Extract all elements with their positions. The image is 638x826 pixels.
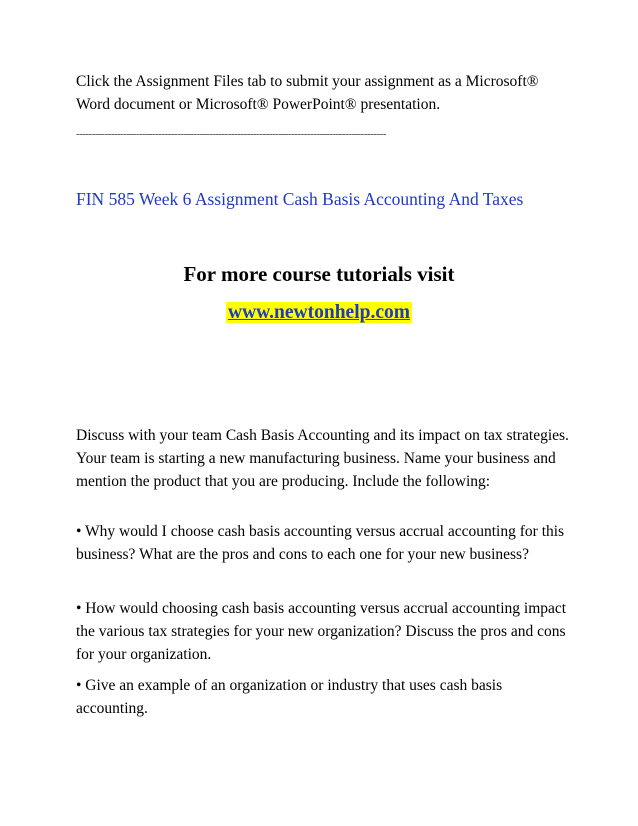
bullet-item: • How would choosing cash basis accounting versus accrual accounting impact the various tax strategies for your new organization? Discuss the pros and cons for your organization. [76,600,567,663]
bullet-item: • Give an example of an organization or industry that uses cash basis accounting. [76,677,503,717]
promo-link-container [0,302,638,324]
document-title[interactable]: FIN 585 Week 6 Assignment Cash Basis Accounting And Taxes [76,189,524,209]
intro-paragraph: Click the Assignment Files tab to submit your assignment as a Microsoft® Word document or Microsoft® PowerPoint® presentation. [76,73,539,113]
website-link[interactable]: www.newtonhelp.com [227,302,410,323]
body-paragraph: Discuss with your team Cash Basis Accounting and its impact on tax strategies. Your team is starting a new manufacturing business. Name your business and mention the product that you are producing. Include the following: [76,427,569,490]
bullet-item: • Why would I choose cash basis accounting versus accrual accounting for this business? What are the pros and cons to each one for your new business? [76,523,565,563]
divider-line: -------------------------------------------------------------------------------------------------- [76,128,386,140]
promo-heading: For more course tutorials visit [183,262,455,286]
